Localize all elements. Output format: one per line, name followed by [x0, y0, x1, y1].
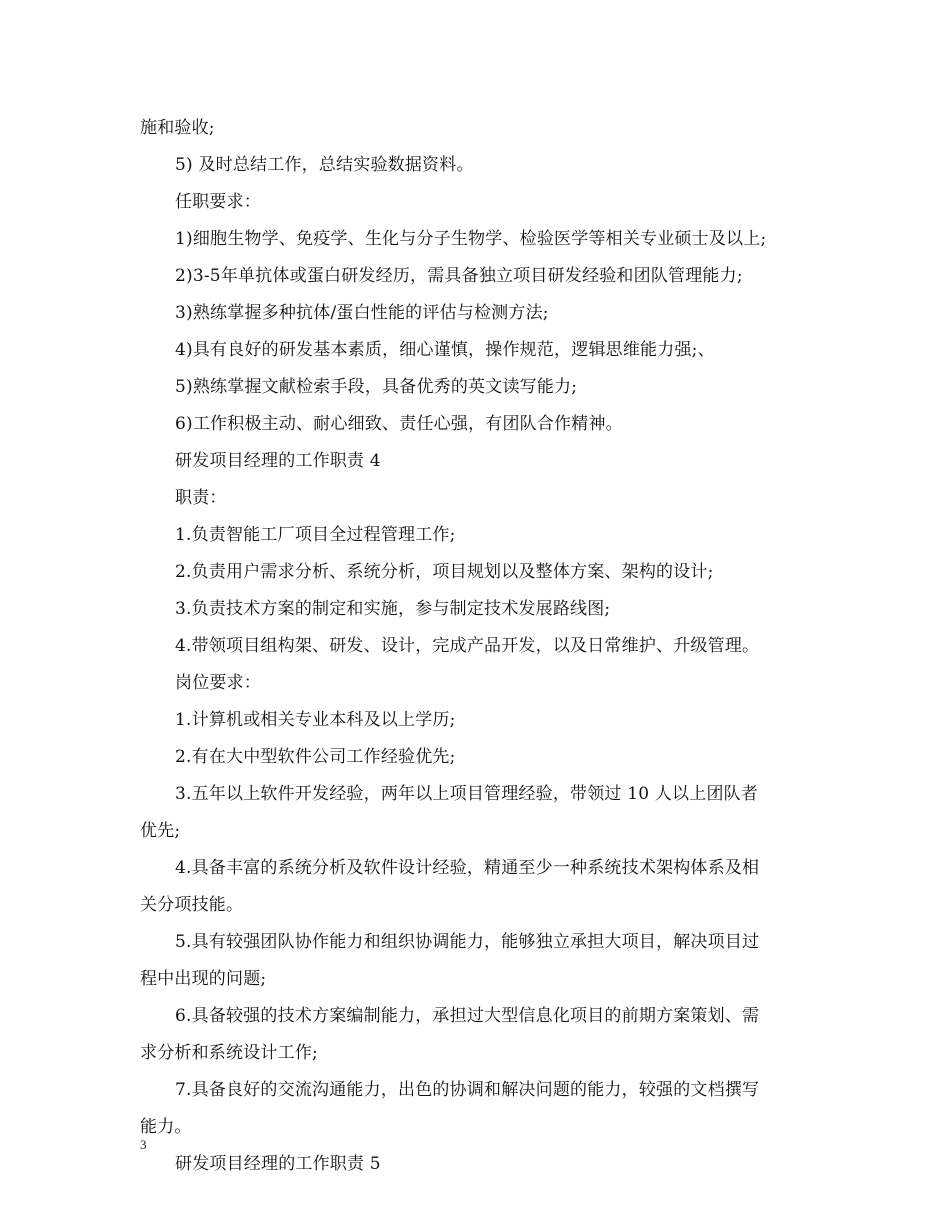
page-number: 3 [140, 1137, 147, 1152]
list-item-continuation: 优先; [140, 821, 181, 841]
list-item-continuation: 能力。 [140, 1117, 192, 1137]
list-item: 4.具备丰富的系统分析及软件设计经验，精通至少一种系统技术架构体系及相 [175, 858, 760, 878]
section-heading: 职责： [175, 488, 227, 508]
list-item: 2.负责用户需求分析、系统分析，项目规划以及整体方案、架构的设计; [175, 562, 714, 582]
list-item: 2)3-5年单抗体或蛋白研发经历，需具备独立项目研发经验和团队管理能力; [175, 266, 743, 286]
list-item-continuation: 关分项技能。 [140, 895, 244, 915]
list-item: 5)熟练掌握文献检索手段，具备优秀的英文读写能力; [175, 377, 578, 397]
section-title: 研发项目经理的工作职责 4 [175, 451, 381, 471]
list-item: 4)具有良好的研发基本素质，细心谨慎，操作规范，逻辑思维能力强;、 [175, 340, 715, 360]
list-item: 1.负责智能工厂项目全过程管理工作; [175, 525, 456, 545]
list-item: 1)细胞生物学、免疫学、生化与分子生物学、检验医学等相关专业硕士及以上; [175, 229, 767, 249]
list-item: 1.计算机或相关专业本科及以上学历; [175, 710, 456, 730]
list-item: 6.具备较强的技术方案编制能力，承担过大型信息化项目的前期方案策划、需 [175, 1006, 760, 1026]
list-item: 4.带领项目组构架、研发、设计，完成产品开发，以及日常维护、升级管理。 [175, 636, 760, 656]
section-heading: 任职要求： [175, 192, 261, 212]
list-item: 3.负责技术方案的制定和实施，参与制定技术发展路线图; [175, 599, 611, 619]
list-item: 3)熟练掌握多种抗体/蛋白性能的评估与检测方法; [175, 303, 549, 323]
text-line: 施和验收; [140, 118, 215, 138]
text-line: 5) 及时总结工作，总结实验数据资料。 [175, 155, 474, 175]
list-item-continuation: 求分析和系统设计工作; [140, 1043, 318, 1063]
list-item: 3.五年以上软件开发经验，两年以上项目管理经验，带领过 10 人以上团队者 [175, 784, 759, 804]
list-item-continuation: 程中出现的问题; [140, 969, 267, 989]
section-heading: 岗位要求： [175, 673, 261, 693]
list-item: 2.有在大中型软件公司工作经验优先; [175, 747, 456, 767]
list-item: 7.具备良好的交流沟通能力，出色的协调和解决问题的能力，较强的文档撰写 [175, 1080, 760, 1100]
list-item: 5.具有较强团队协作能力和组织协调能力，能够独立承担大项目，解决项目过 [175, 932, 760, 952]
section-title: 研发项目经理的工作职责 5 [175, 1154, 381, 1174]
list-item: 6)工作积极主动、耐心细致、责任心强，有团队合作精神。 [175, 414, 623, 434]
